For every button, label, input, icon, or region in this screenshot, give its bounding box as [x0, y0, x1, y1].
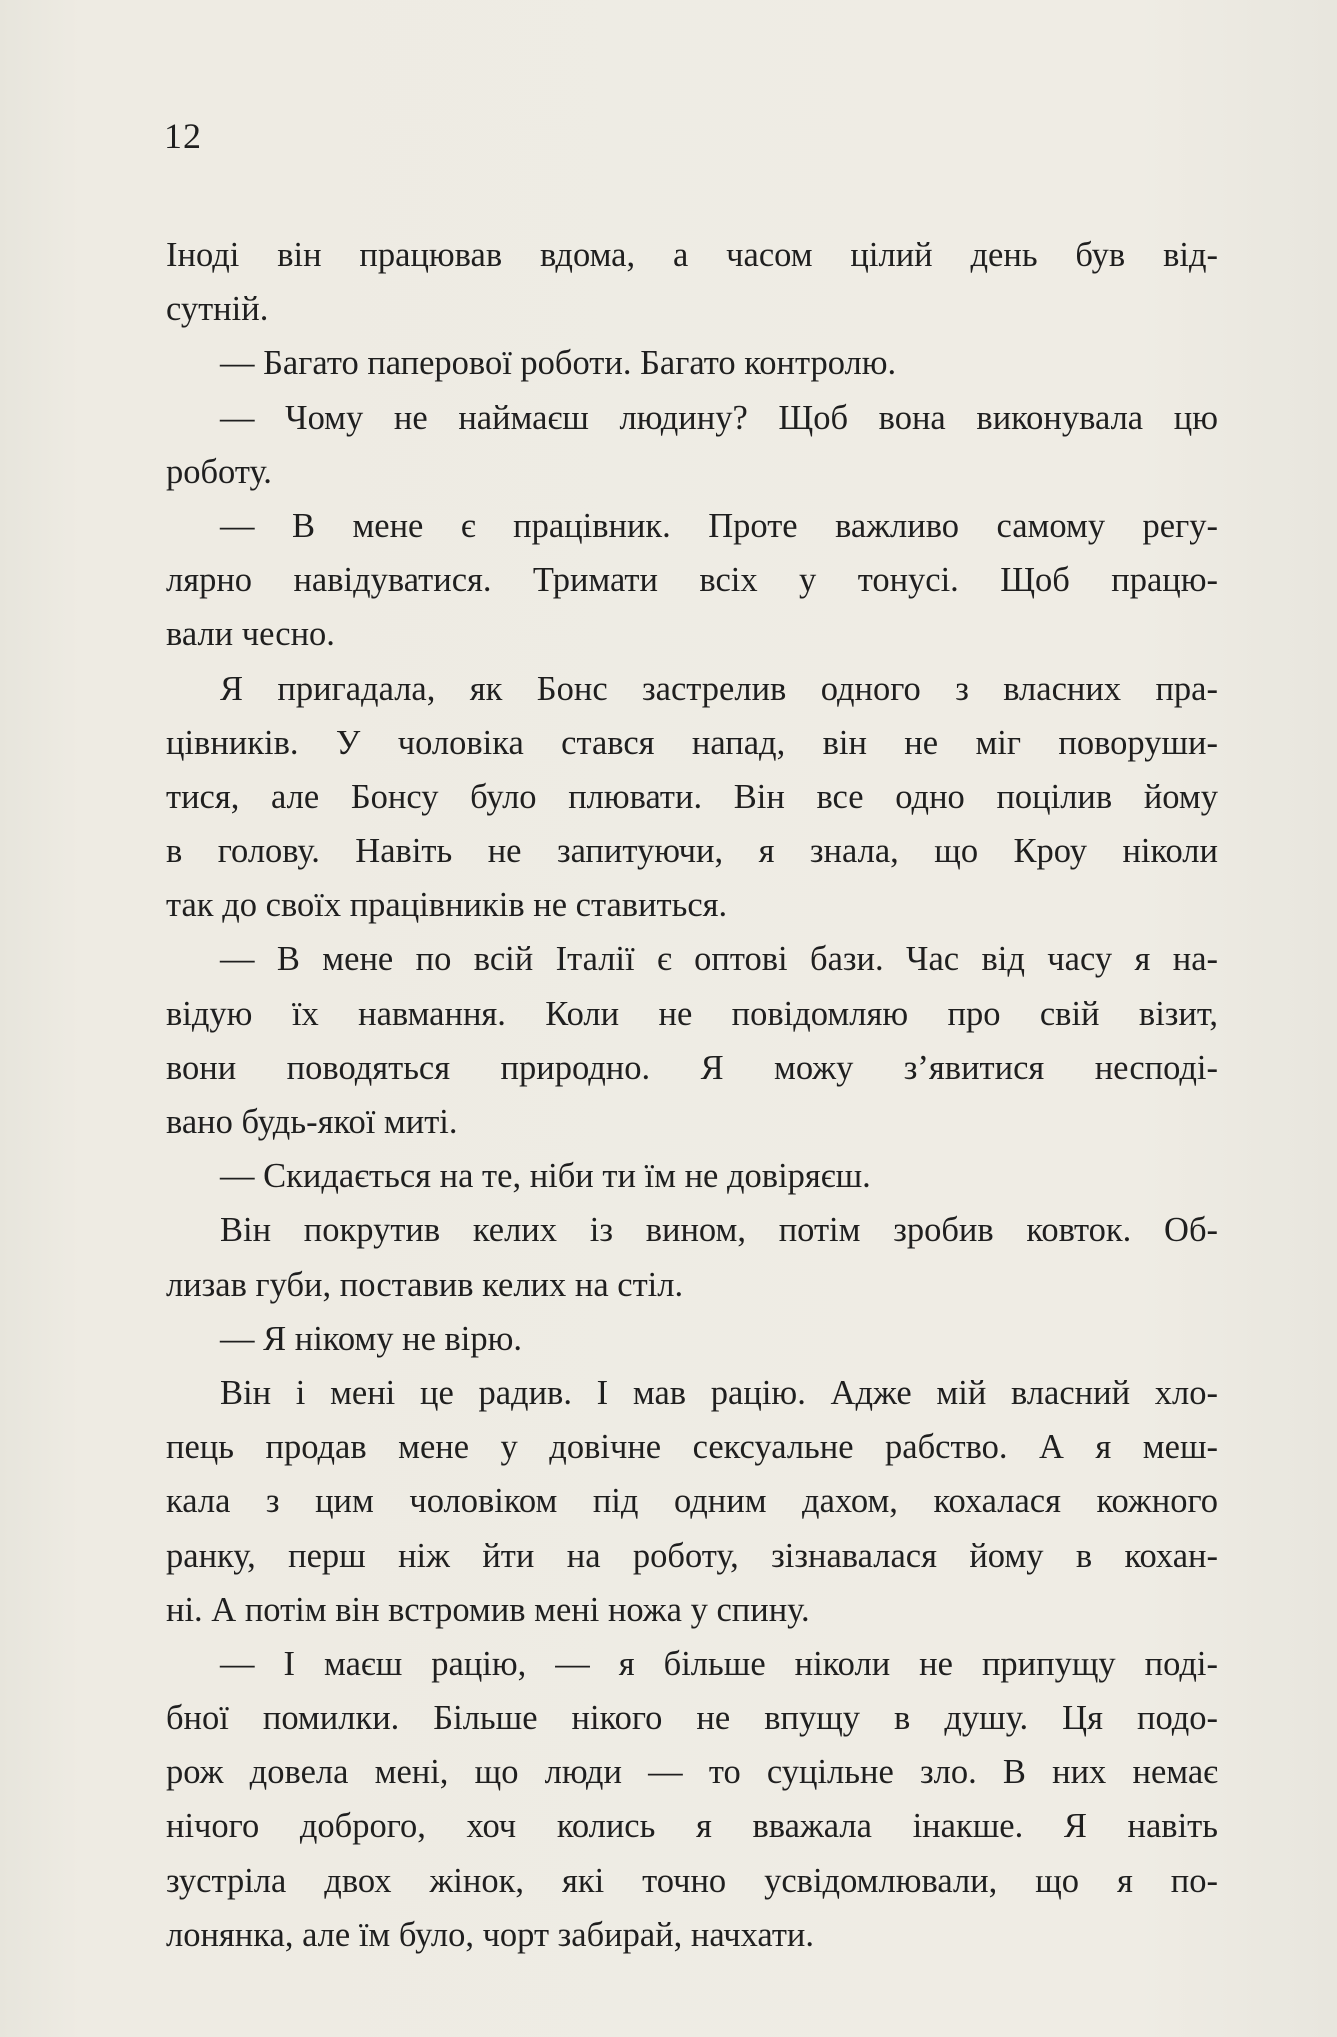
text-line: — Чому не наймаєш людину? Щоб вона виконувала цю [220, 398, 1218, 437]
text-line: — В мене по всій Італії є оптові бази. Час від часу я на- [220, 940, 1218, 979]
text-line: — Багато паперової роботи. Багато контролю. [220, 344, 897, 383]
body-text [166, 228, 1218, 1962]
text-line: — Скидається на те, ніби ти їм не довіряєш. [220, 1157, 871, 1196]
text-line: ні. А потім він встромив мені ножа у спину. [166, 1590, 810, 1629]
text-line: в голову. Навіть не запитуючи, я знала, що Кроу ніколи [166, 832, 1218, 871]
text-line: Я пригадала, як Бонс застрелив одного з власних пра- [220, 669, 1218, 708]
text-line: пець продав мене у довічне сексуальне рабство. А я меш- [166, 1428, 1218, 1467]
text-line: — І маєш рацію, — я більше ніколи не припущу поді- [220, 1644, 1218, 1683]
text-line: Він і мені це радив. І мав рацію. Адже мій власний хло- [220, 1373, 1218, 1412]
text-line: вано будь-якої миті. [166, 1103, 458, 1141]
text-line: вони поводяться природно. Я можу з’явитися несподі- [166, 1048, 1218, 1087]
text-line: лизав губи, поставив келих на стіл. [166, 1265, 684, 1304]
text-line: відую їх навмання. Коли не повідомляю про свій візит, [166, 994, 1218, 1033]
text-line: кала з цим чоловіком під одним дахом, кохалася кожного [166, 1482, 1218, 1521]
text-line: вали чесно. [166, 615, 335, 654]
text-line: лонянка, але їм було, чорт забирай, начхати. [166, 1915, 815, 1954]
text-line: — В мене є працівник. Проте важливо самому регу- [220, 506, 1218, 545]
text-line: бної помилки. Більше нікого не впущу в душу. Ця подо- [166, 1699, 1218, 1738]
text-line: сутній. [166, 290, 269, 329]
text-line: рож довела мені, що люди — то суцільне зло. В них немає [166, 1753, 1218, 1792]
text-line: цівників. У чоловіка стався напад, він не міг поворуши- [166, 723, 1218, 762]
page-number: 12 [164, 116, 202, 156]
text-line: так до своїх працівників не ставиться. [166, 886, 728, 925]
text-line: Іноді він працював вдома, а часом цілий день був від- [166, 236, 1218, 274]
text-line: роботу. [166, 452, 272, 491]
text-line: ранку, перш ніж йти на роботу, зізнавалася йому в кохан- [166, 1536, 1218, 1575]
text-line: тися, але Бонсу було плювати. Він все одно поцілив йому [166, 777, 1218, 816]
text-line: — Я нікому не вірю. [220, 1319, 523, 1358]
text-line: нічого доброго, хоч колись я вважала інакше. Я навіть [166, 1807, 1218, 1846]
text-line: лярно навідуватися. Тримати всіх у тонусі. Щоб працю- [166, 561, 1218, 600]
text-line: Він покрутив келих із вином, потім зробив ковток. Об- [220, 1211, 1218, 1250]
text-line: зустріла двох жінок, які точно усвідомлювали, що я по- [166, 1861, 1218, 1900]
